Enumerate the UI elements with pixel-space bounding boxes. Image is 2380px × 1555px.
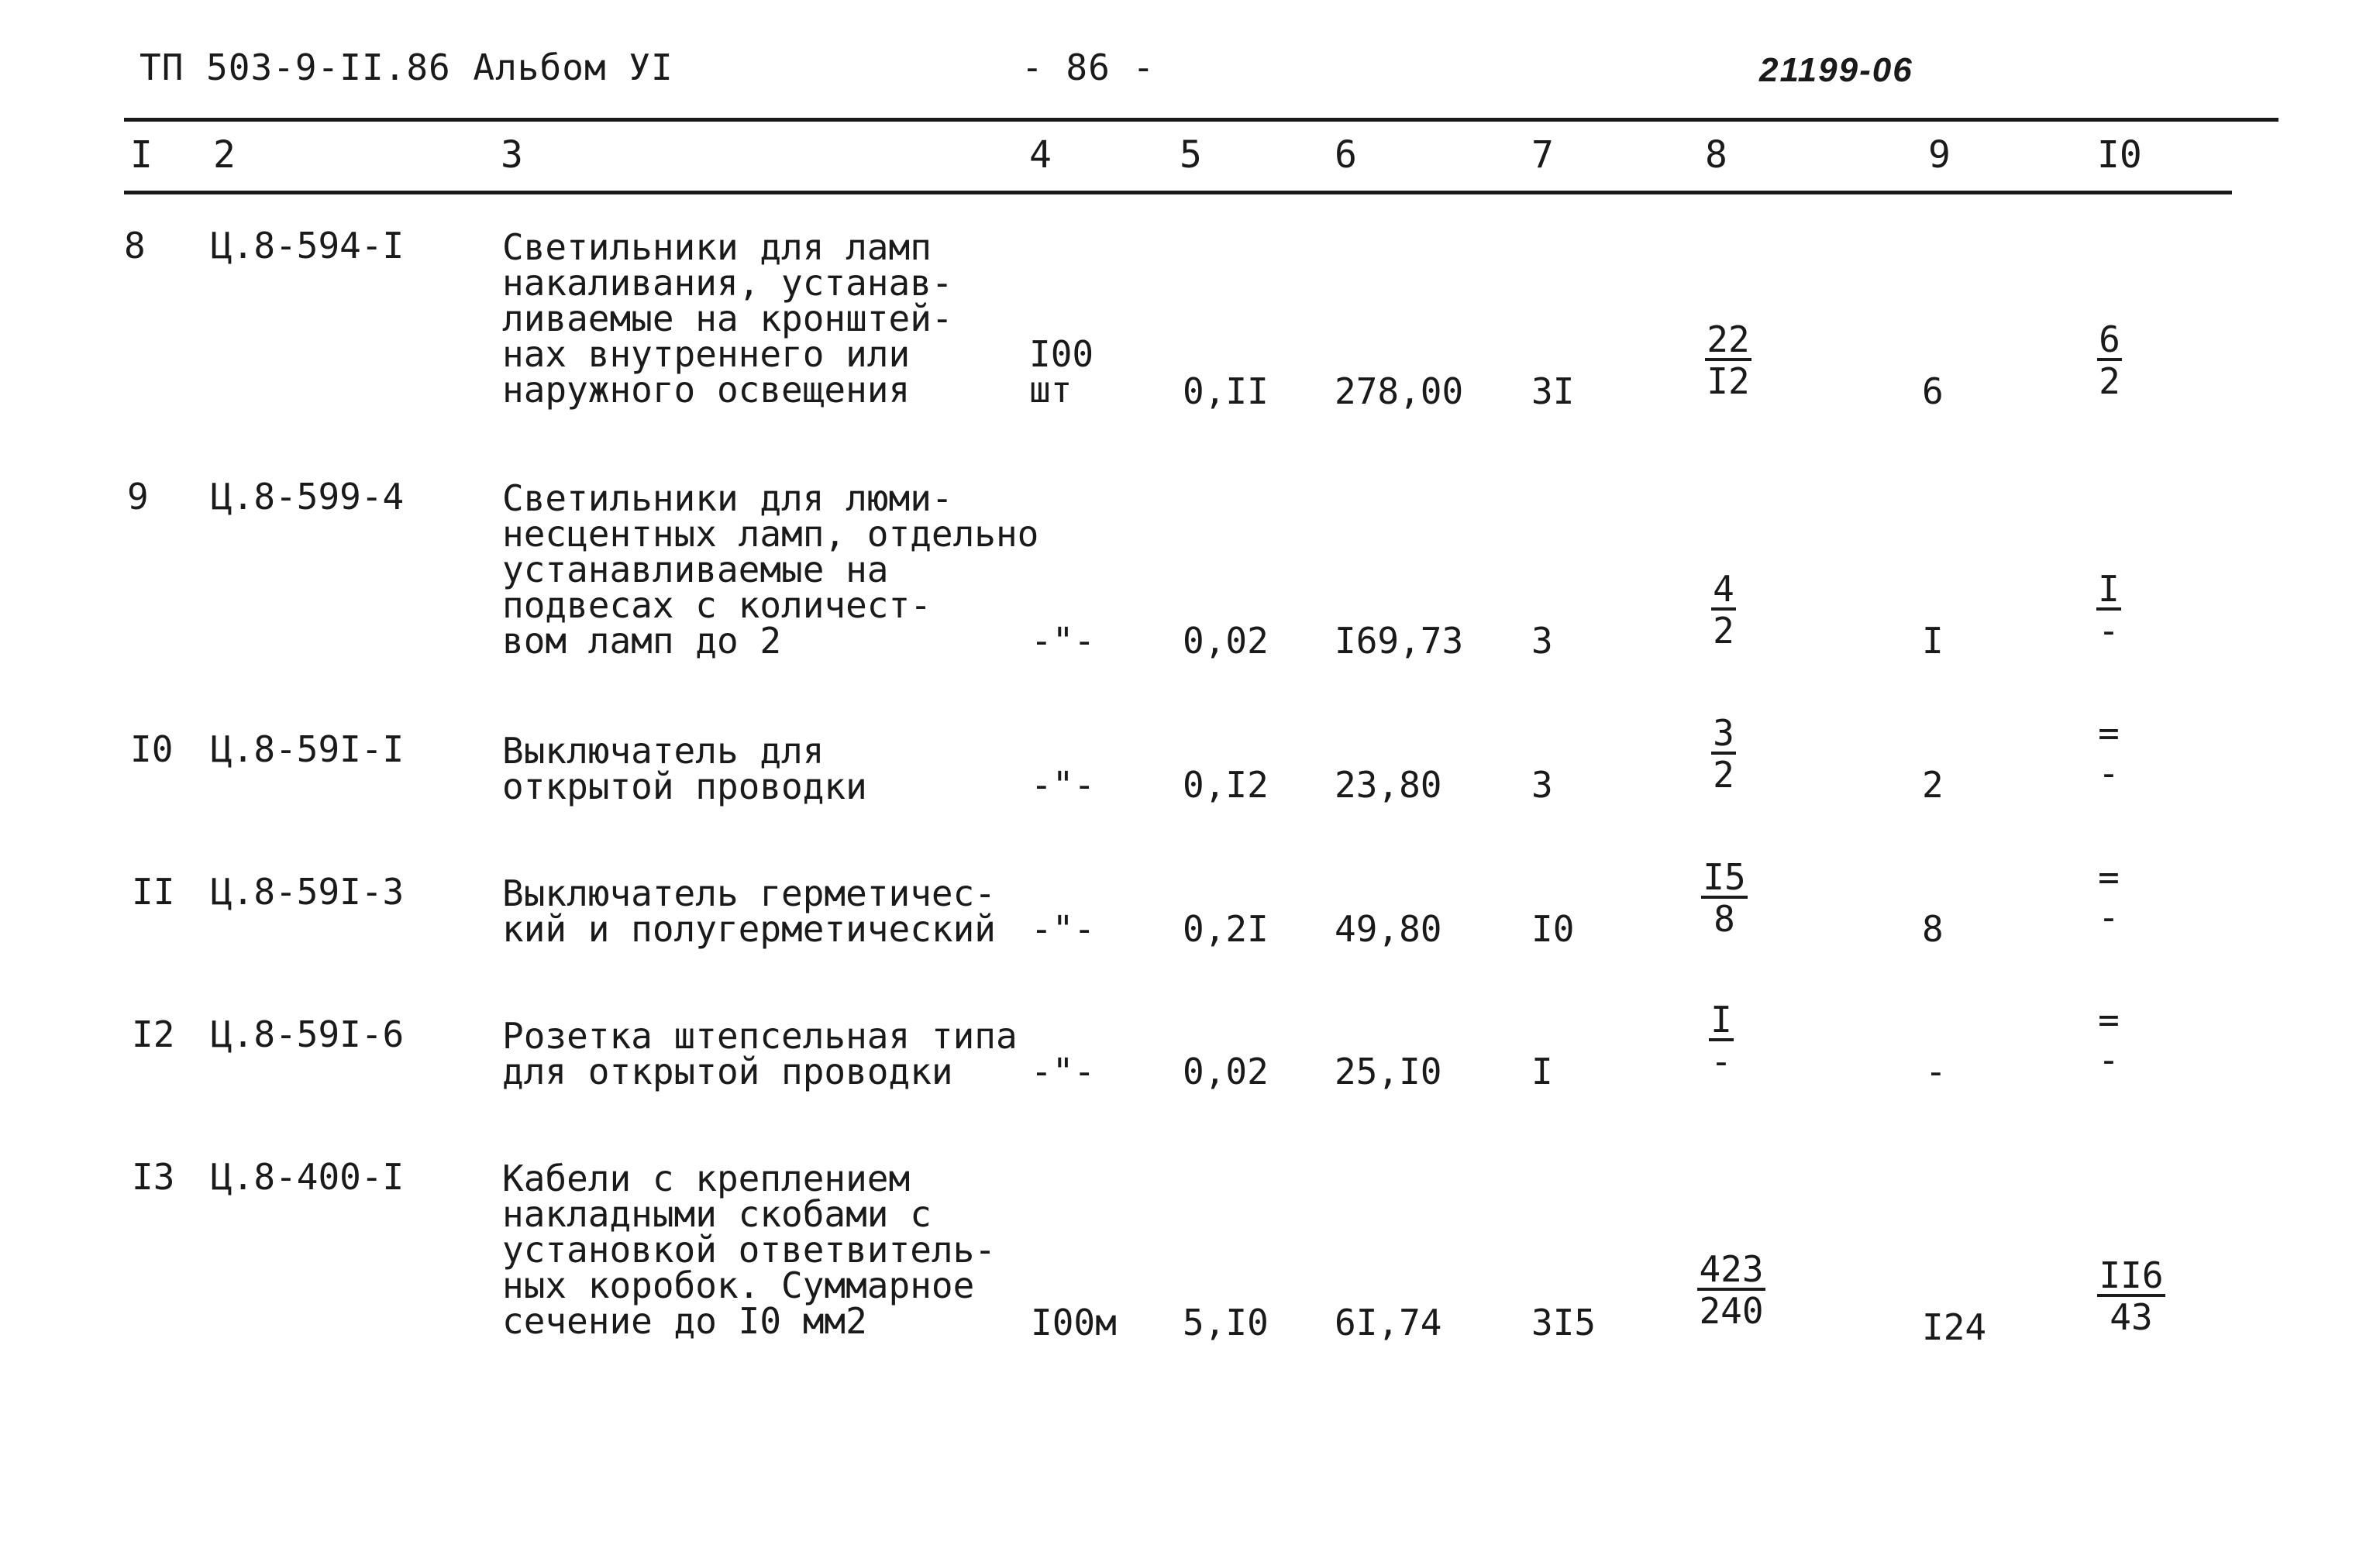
item-code: Ц.8-594-I	[211, 225, 405, 267]
column-number: 5	[1180, 133, 1202, 177]
column-7-value: I0	[1531, 908, 1575, 950]
column-9-value: I	[1922, 620, 1944, 662]
column-10-fraction: = -	[2098, 999, 2120, 1081]
column-6-value: 23,80	[1335, 764, 1442, 806]
document-number: 21199-06	[1759, 51, 1913, 89]
item-description: Кабели с креплением накладными скобами с установкой ответвитель- ных коробок. Суммарное сечение до I0 мм2	[502, 1158, 996, 1342]
column-8-fraction: $\frac{I5}{8}$	[1703, 856, 1746, 940]
column-10-fraction: = -	[2098, 712, 2120, 794]
column-9-value: 8	[1922, 908, 1944, 950]
column-10-fraction: = -	[2098, 856, 2120, 938]
column-5-value: 0,2I	[1183, 908, 1269, 950]
column-7-value: 3I5	[1531, 1302, 1596, 1343]
row-number: I0	[130, 728, 174, 770]
column-7-value: 3	[1531, 620, 1553, 662]
column-8-fraction: I -	[1710, 999, 1732, 1082]
column-7-value: 3	[1531, 764, 1553, 806]
column-number: 3	[501, 133, 523, 177]
column-9-value: 6	[1922, 370, 1944, 412]
column-9-value: 2	[1922, 764, 1944, 806]
column-8-fraction: $\frac{423}{240}$	[1699, 1248, 1764, 1332]
column-8-fraction: $\frac{3}{2}$	[1713, 712, 1734, 796]
row-number: II	[132, 871, 175, 913]
unit: -"-	[1031, 1051, 1096, 1092]
page-number: - 86 -	[1021, 46, 1156, 88]
column-10-fraction: $\frac{II6}{43}$	[2099, 1254, 2164, 1338]
item-description: Розетка штепсельная типа для открытой проводки	[502, 1015, 1018, 1092]
column-header-rule	[124, 191, 2232, 194]
column-number: 7	[1531, 133, 1554, 177]
column-8-fraction: $\frac{22}{I2}$	[1707, 318, 1750, 402]
column-6-value: I69,73	[1335, 620, 1464, 662]
item-code: Ц.8-599-4	[211, 476, 405, 518]
column-6-value: 278,00	[1335, 370, 1464, 412]
item-code: Ц.8-59I-3	[211, 871, 405, 913]
column-number: 8	[1705, 133, 1727, 177]
column-5-value: 0,02	[1183, 1051, 1269, 1092]
column-number: I	[130, 133, 153, 177]
column-5-value: 0,02	[1183, 620, 1269, 662]
column-5-value: 0,I2	[1183, 764, 1269, 806]
column-10-fraction: $\frac{6}{2}$	[2099, 318, 2120, 402]
unit: -"-	[1031, 764, 1096, 806]
item-code: Ц.8-400-I	[211, 1156, 405, 1198]
row-number: 9	[127, 476, 149, 518]
unit: I00 шт	[1029, 333, 1094, 411]
column-10-fraction: I -	[2098, 568, 2120, 652]
top-rule	[124, 118, 2278, 122]
row-number: I2	[132, 1013, 175, 1055]
unit: I00м	[1031, 1302, 1117, 1343]
item-code: Ц.8-59I-6	[211, 1013, 405, 1055]
column-9-value: -	[1925, 1051, 1947, 1092]
column-number: 4	[1029, 133, 1052, 177]
column-5-value: 0,II	[1183, 370, 1269, 412]
column-7-value: 3I	[1531, 370, 1575, 412]
column-7-value: I	[1531, 1051, 1553, 1092]
unit: -"-	[1031, 620, 1096, 662]
column-6-value: 25,I0	[1335, 1051, 1442, 1092]
item-description: Светильники для ламп накаливания, устанав- ливаемые на кронштей- нах внутреннего или наружного освещения	[502, 226, 953, 411]
item-description: Выключатель герметичес- кий и полугерметический	[502, 872, 996, 950]
item-description: Светильники для люми- несцентных ламп, отдельно устанавливаемые на подвесах с количест- вом ламп до 2	[502, 477, 1039, 662]
column-5-value: 5,I0	[1183, 1302, 1269, 1343]
unit: -"-	[1031, 908, 1096, 950]
item-description: Выключатель для открытой проводки	[502, 730, 867, 807]
row-number: I3	[132, 1156, 175, 1198]
column-number: 6	[1335, 133, 1357, 177]
document-designation: ТП 503-9-II.86 Альбом УI	[139, 46, 673, 88]
column-8-fraction: $\frac{4}{2}$	[1713, 568, 1734, 652]
column-6-value: 6I,74	[1335, 1302, 1442, 1343]
column-9-value: I24	[1922, 1306, 1987, 1348]
column-number: 2	[213, 133, 236, 177]
row-number: 8	[124, 225, 146, 267]
column-number: 9	[1928, 133, 1951, 177]
column-number: I0	[2097, 133, 2142, 177]
item-code: Ц.8-59I-I	[211, 728, 405, 770]
column-6-value: 49,80	[1335, 908, 1442, 950]
